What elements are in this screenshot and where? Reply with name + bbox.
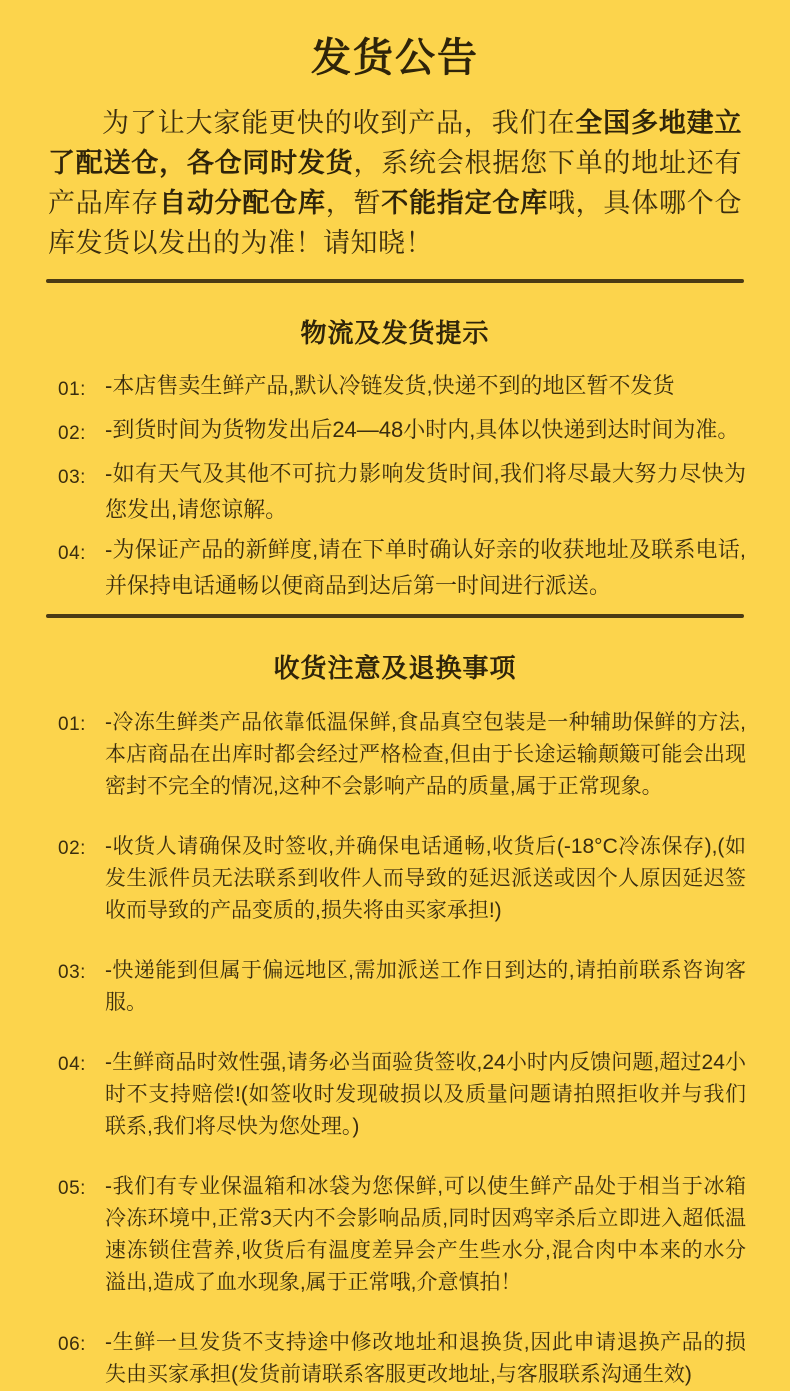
section-heading-logistics: 物流及发货提示: [300, 318, 490, 348]
item-number: 06:: [58, 1334, 86, 1355]
item-text: -生鲜商品时效性强,请务必当面验货签收,24小时内反馈问题,超过24小时不支持赔偿!(如签收时发现破损以及质量问题请拍照拒收并与我们联系,我们将尽快为您处理。): [105, 1051, 746, 1138]
intro-paragraph: [48, 103, 742, 263]
item-number: 04:: [58, 543, 86, 564]
item-text: -冷冻生鲜类产品依靠低温保鲜,食品真空包装是一种辅助保鲜的方法,本店商品在出库时都会经过严格检查,但由于长途运输颠簸可能会出现密封不完全的情况,这种不会影响产品的质量,属于正常现象。: [105, 711, 746, 798]
item-number: 01:: [58, 379, 86, 400]
item-number: 03:: [58, 467, 86, 488]
list-item: [58, 1171, 746, 1299]
item-number: 02:: [58, 423, 86, 444]
item-number: 01:: [58, 714, 86, 735]
list-item: [58, 831, 746, 927]
page-title: 发货公告: [311, 36, 479, 80]
section-heading-receiving: 收货注意及退换事项: [273, 653, 517, 683]
item-number: 05:: [58, 1178, 86, 1199]
section-divider: [46, 614, 744, 618]
intro-segment-bold: 不能指定仓库: [381, 188, 548, 218]
intro-segment: ，暂: [325, 188, 382, 218]
list-item: [58, 368, 746, 408]
intro-segment: 为了让大家能更快的收到产品，我们在: [102, 108, 576, 138]
list-item: [58, 707, 746, 803]
list-item: [58, 456, 746, 528]
item-text: -收货人请确保及时签收,并确保电话通畅,收货后(-18°C冷冻保存),(如发生派件员无法联系到收件人而导致的延迟派送或因个人原因延迟签收而导致的产品变质的,损失将由买家承担!): [105, 835, 746, 922]
list-item: [58, 955, 746, 1019]
item-number: 03:: [58, 962, 86, 983]
intro-segment: ，系统会根据您下单的地址还有产品库存: [48, 148, 743, 218]
list-item: [58, 1327, 746, 1391]
intro-segment-bold: 全国多地建立了配送仓，各仓同时发货: [48, 108, 743, 178]
section-divider: [46, 279, 744, 283]
receiving-returns-list: [0, 707, 790, 1391]
list-item: [58, 532, 746, 604]
item-text: -到货时间为货物发出后24—48小时内,具体以快递到达时间为准。: [105, 417, 740, 442]
item-text: -本店售卖生鲜产品,默认冷链发货,快递不到的地区暂不发货: [105, 373, 675, 398]
item-number: 02:: [58, 838, 86, 859]
list-item: [58, 412, 746, 452]
item-text: -如有天气及其他不可抗力影响发货时间,我们将尽最大努力尽快为您发出,请您谅解。: [105, 461, 746, 522]
intro-segment-bold: 自动分配仓库: [159, 188, 326, 218]
logistics-tips-list: [0, 368, 790, 604]
item-text: -为保证产品的新鲜度,请在下单时确认好亲的收获地址及联系电话,并保持电话通畅以便商品到达后第一时间进行派送。: [105, 537, 746, 598]
item-text: -我们有专业保温箱和冰袋为您保鲜,可以使生鲜产品处于相当于冰箱冷冻环境中,正常3天内不会影响品质,同时因鸡宰杀后立即进入超低温速冻锁住营养,收货后有温度差异会产生些水分,混合肉中本来的水分溢出,造成了血水现象,属于正常哦,介意慎拍！: [105, 1175, 746, 1294]
item-number: 04:: [58, 1054, 86, 1075]
intro-segment: 哦，具体哪个仓库发货以发出的为准！请知晓！: [48, 188, 743, 258]
item-text: -生鲜一旦发货不支持途中修改地址和退换货,因此申请退换产品的损失由买家承担(发货前请联系客服更改地址,与客服联系沟通生效): [105, 1331, 746, 1386]
item-text: -快递能到但属于偏远地区,需加派送工作日到达的,请拍前联系咨询客服。: [105, 959, 746, 1014]
list-item: [58, 1047, 746, 1143]
